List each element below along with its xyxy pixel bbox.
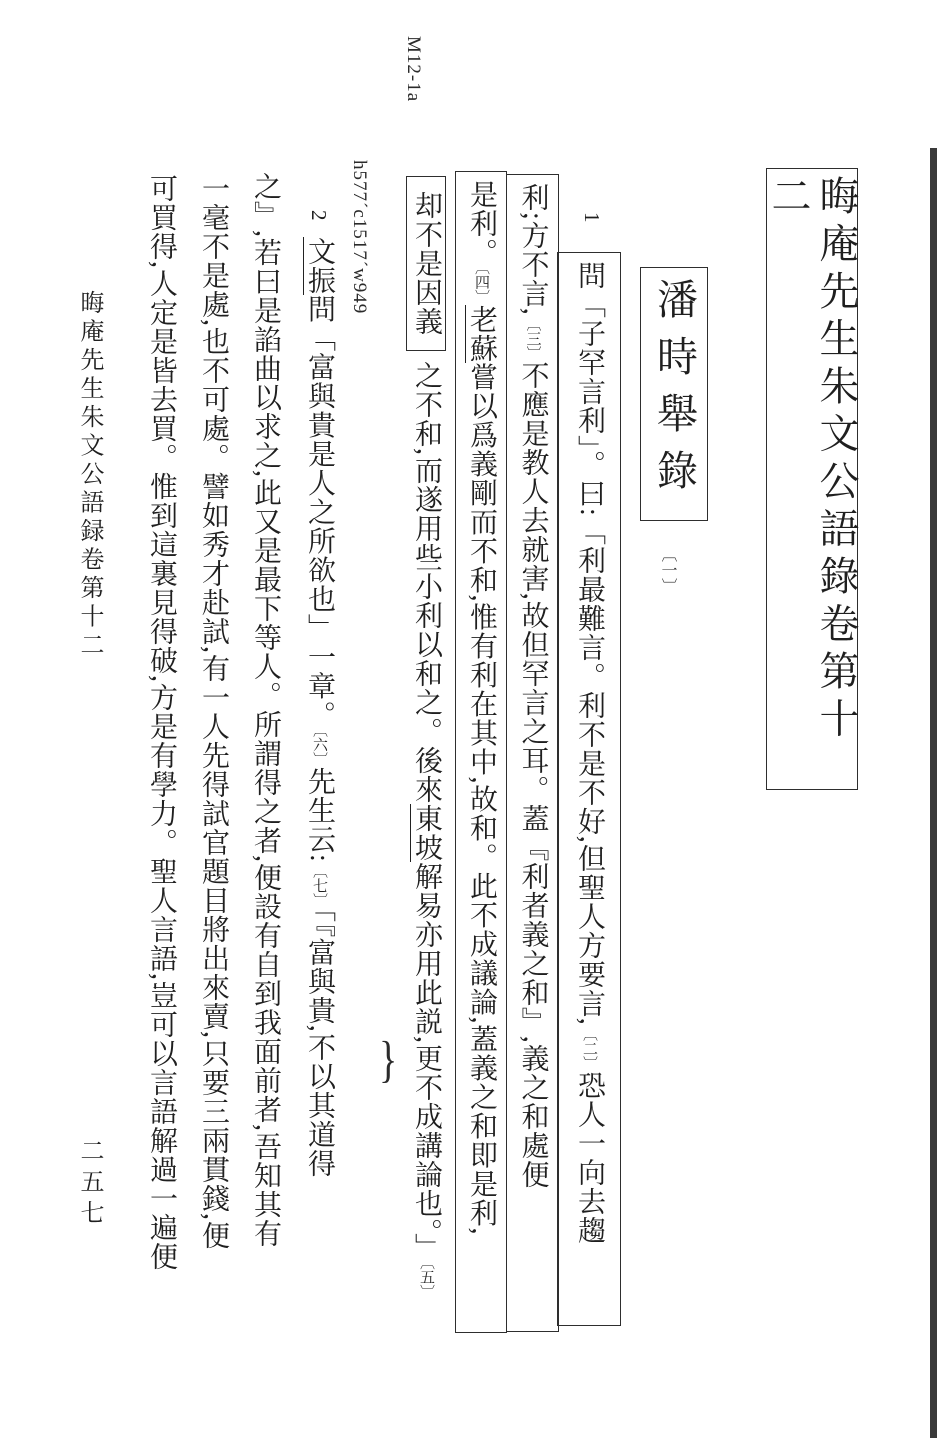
footnote-marker: 〔五〕 (418, 1262, 434, 1300)
column-text-segment: 解易亦用此説,更不成講論也。」 (411, 862, 442, 1262)
running-title: 晦庵先生朱文公語録卷第十二 (76, 290, 102, 661)
page-number: 二五七 (76, 1138, 102, 1231)
column-text (569, 253, 609, 1253)
passage-1-column-1-box (557, 252, 621, 1326)
column-text-segment: 「『富與貴,不以其道得 (304, 907, 335, 1178)
recorder-name: 潘時舉錄 (651, 278, 697, 506)
recorder-name-box (640, 267, 708, 521)
passage-2-column-1 (291, 210, 348, 1178)
passage-2-column-4: 可買得,人定是皆去買。惟到這裏見得破,方是有學力。聖人言語,豈可以言語解過一遍便 (146, 174, 177, 1271)
volume-title-box (766, 168, 858, 790)
proper-name-wenzhen: 文振 (304, 236, 335, 295)
column-text-segment: 利;方不言, (517, 183, 549, 316)
recorder-footnote-marker: 〔一〕 (659, 546, 676, 594)
footnote-marker: 〔六〕 (311, 729, 327, 767)
brace-mark: } (379, 1031, 398, 1089)
boxed-phrase: 却不是因義 (406, 176, 446, 351)
passage-2-number: 2 (307, 210, 331, 221)
column-text-segment: 恐人一向去趨 (574, 1070, 605, 1245)
proper-name-laosu: 老蘇 (466, 304, 497, 363)
column-text-segment: 不應是教人去就害,故但罕言之耳。蓋『利者義之和』,義之和處便 (517, 360, 549, 1189)
footnote-marker: 〔三〕 (524, 315, 541, 361)
page-edge-shadow (930, 148, 937, 1438)
column-text-segment: 嘗以爲義剛而不和,惟有利在其中,故和。此不成議論,蓋義之和即是利, (466, 362, 497, 1236)
footnote-marker: 〔七〕 (311, 862, 327, 908)
column-text-segment: 問「富與貴是人之所欲也」一章。 (304, 294, 335, 730)
passage-1-number: 1 (580, 212, 604, 224)
footnote-marker: 〔四〕 (473, 267, 489, 305)
column-text-segment: 先生云: (304, 767, 335, 863)
footnote-marker: 〔二〕 (581, 1025, 597, 1071)
scan-size-label: h577´c1517´w949 (349, 160, 370, 315)
column-text-segment: 問「子罕言利」。曰:「利最難言。利不是不好,但聖人方要言, (574, 261, 605, 1026)
volume-title: 晦庵先生朱文公語錄卷第十二 (766, 175, 859, 745)
passage-1-column-4 (398, 176, 455, 1300)
column-text (461, 172, 501, 1244)
proper-name-dongpo: 東坡 (411, 804, 442, 862)
column-text (513, 175, 553, 1197)
passage-1-column-3-box (455, 171, 507, 1333)
scan-id-label: M12-1a (403, 36, 424, 103)
passage-1-column-2-box (506, 174, 559, 1332)
passage-2-column-3: 一毫不是處,也不可處。譬如秀才赴試,有一人先得試官題目將出來賣,只要三兩貫錢,便 (198, 174, 229, 1250)
passage-2-column-2: 之』,若曰是諂曲以求之,此又是最下等人。所謂得之者,便設有自到我面前者,吾知其有 (250, 172, 281, 1248)
column-text-segment: 之不和,而遂用些小利以和之。後來 (411, 361, 442, 804)
column-text-segment: 是利。 (466, 180, 497, 267)
